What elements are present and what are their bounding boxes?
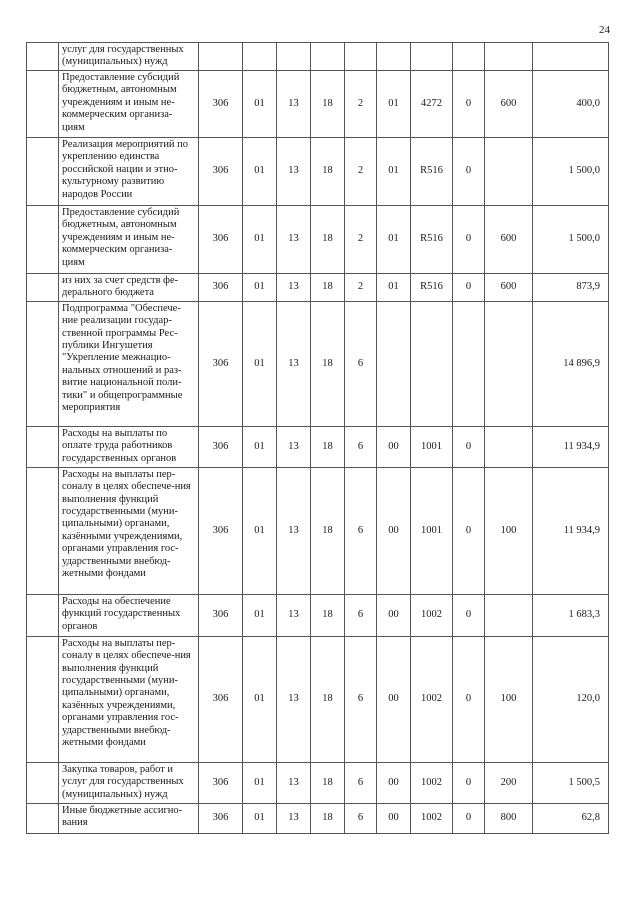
row-name-cell: из них за счет средств фе-дерального бюджета (59, 274, 199, 302)
sub-direction-code-cell (453, 43, 485, 71)
direction-code-cell: R516 (411, 138, 453, 206)
row-number-cell (27, 206, 59, 274)
subsection-code-cell: 13 (277, 803, 311, 833)
expense-type-code-cell (485, 594, 533, 636)
row-number-cell (27, 43, 59, 71)
amount-cell: 14 896,9 (533, 301, 609, 426)
row-name-cell: Предоставление субсидий бюджетным, автономным учреждениям и иным не-коммерческим организа-циям (59, 206, 199, 274)
section-code-cell (243, 43, 277, 71)
subprogram-code-cell: 6 (345, 426, 377, 467)
subsection-code-cell: 13 (277, 301, 311, 426)
row-name-cell: услуг для государственных (муниципальных) нужд (59, 43, 199, 71)
sub-direction-code-cell (453, 301, 485, 426)
event-code-cell: 00 (377, 762, 411, 803)
row-number-cell (27, 301, 59, 426)
subprogram-code-cell: 6 (345, 762, 377, 803)
event-code-cell: 01 (377, 206, 411, 274)
sub-direction-code-cell: 0 (453, 426, 485, 467)
section-code-cell: 01 (243, 71, 277, 138)
expense-type-code-cell: 800 (485, 803, 533, 833)
amount-cell: 1 500,0 (533, 206, 609, 274)
program-code-cell: 18 (311, 138, 345, 206)
program-code-cell (311, 43, 345, 71)
program-code-cell: 18 (311, 301, 345, 426)
subprogram-code-cell: 6 (345, 467, 377, 594)
expense-type-code-cell: 200 (485, 762, 533, 803)
subsection-code-cell: 13 (277, 71, 311, 138)
expense-type-code-cell (485, 138, 533, 206)
program-code-cell: 18 (311, 71, 345, 138)
subsection-code-cell: 13 (277, 206, 311, 274)
row-name-cell: Подпрограмма "Обеспече-ние реализации государ-ственной программы Рес-публики Ингушетия "Укрепление межнацио-нальных отношений и раз-витие национальной поли-тики" и общепрограммные мероприятия (59, 301, 199, 426)
table-row (27, 426, 609, 467)
subprogram-code-cell (345, 43, 377, 71)
ministry-code-cell: 306 (199, 594, 243, 636)
row-name-cell: Предоставление субсидий бюджетным, автономным учреждениям и иным не-коммерческим организа-циям (59, 71, 199, 138)
table-row (27, 274, 609, 302)
sub-direction-code-cell: 0 (453, 138, 485, 206)
program-code-cell: 18 (311, 636, 345, 762)
program-code-cell: 18 (311, 274, 345, 302)
expense-type-code-cell (485, 43, 533, 71)
section-code-cell: 01 (243, 426, 277, 467)
amount-cell: 11 934,9 (533, 426, 609, 467)
event-code-cell: 00 (377, 636, 411, 762)
row-number-cell (27, 467, 59, 594)
expense-type-code-cell: 600 (485, 206, 533, 274)
program-code-cell: 18 (311, 206, 345, 274)
row-name-cell: Реализация мероприятий по укреплению единства российской нации и этно-культурному развитию народов России (59, 138, 199, 206)
table-row (27, 803, 609, 833)
subsection-code-cell: 13 (277, 594, 311, 636)
event-code-cell: 01 (377, 71, 411, 138)
sub-direction-code-cell: 0 (453, 803, 485, 833)
amount-cell: 873,9 (533, 274, 609, 302)
ministry-code-cell: 306 (199, 426, 243, 467)
row-number-cell (27, 803, 59, 833)
table-row (27, 138, 609, 206)
amount-cell: 400,0 (533, 71, 609, 138)
row-name-cell: Расходы на выплаты пер-соналу в целях обеспече-ния выполнения функций государственными (муни-ципальными) органами, казённых учреждениями, органами управления гос-ударственными внебюд-жетными фондами (59, 636, 199, 762)
ministry-code-cell: 306 (199, 467, 243, 594)
table-row (27, 762, 609, 803)
sub-direction-code-cell: 0 (453, 762, 485, 803)
ministry-code-cell: 306 (199, 71, 243, 138)
program-code-cell: 18 (311, 594, 345, 636)
direction-code-cell: R516 (411, 274, 453, 302)
event-code-cell: 01 (377, 138, 411, 206)
sub-direction-code-cell: 0 (453, 71, 485, 138)
event-code-cell: 00 (377, 426, 411, 467)
subprogram-code-cell: 2 (345, 206, 377, 274)
table-row (27, 594, 609, 636)
table-row (27, 206, 609, 274)
subprogram-code-cell: 2 (345, 274, 377, 302)
table-row (27, 71, 609, 138)
section-code-cell: 01 (243, 467, 277, 594)
subsection-code-cell: 13 (277, 274, 311, 302)
ministry-code-cell: 306 (199, 803, 243, 833)
expense-type-code-cell: 600 (485, 274, 533, 302)
event-code-cell (377, 301, 411, 426)
amount-cell (533, 43, 609, 71)
expense-type-code-cell (485, 426, 533, 467)
event-code-cell: 00 (377, 467, 411, 594)
ministry-code-cell: 306 (199, 636, 243, 762)
direction-code-cell: 4272 (411, 71, 453, 138)
expense-type-code-cell (485, 301, 533, 426)
table-row (27, 43, 609, 71)
table-row (27, 467, 609, 594)
direction-code-cell: 1002 (411, 594, 453, 636)
subsection-code-cell: 13 (277, 467, 311, 594)
amount-cell: 120,0 (533, 636, 609, 762)
row-number-cell (27, 138, 59, 206)
section-code-cell: 01 (243, 594, 277, 636)
direction-code-cell: 1002 (411, 803, 453, 833)
direction-code-cell (411, 301, 453, 426)
direction-code-cell: 1002 (411, 636, 453, 762)
sub-direction-code-cell: 0 (453, 636, 485, 762)
amount-cell: 1 683,3 (533, 594, 609, 636)
amount-cell: 1 500,5 (533, 762, 609, 803)
sub-direction-code-cell: 0 (453, 206, 485, 274)
ministry-code-cell: 306 (199, 206, 243, 274)
budget-table (26, 42, 609, 834)
section-code-cell: 01 (243, 636, 277, 762)
section-code-cell: 01 (243, 762, 277, 803)
expense-type-code-cell: 100 (485, 636, 533, 762)
program-code-cell: 18 (311, 803, 345, 833)
direction-code-cell: R516 (411, 206, 453, 274)
subsection-code-cell: 13 (277, 426, 311, 467)
subprogram-code-cell: 6 (345, 803, 377, 833)
table-body (27, 43, 609, 834)
ministry-code-cell: 306 (199, 274, 243, 302)
amount-cell: 62,8 (533, 803, 609, 833)
section-code-cell: 01 (243, 138, 277, 206)
row-name-cell: Расходы на выплаты по оплате труда работников государственных органов (59, 426, 199, 467)
row-number-cell (27, 426, 59, 467)
table-row (27, 636, 609, 762)
program-code-cell: 18 (311, 426, 345, 467)
row-number-cell (27, 274, 59, 302)
amount-cell: 11 934,9 (533, 467, 609, 594)
event-code-cell: 00 (377, 803, 411, 833)
sub-direction-code-cell: 0 (453, 594, 485, 636)
section-code-cell: 01 (243, 206, 277, 274)
row-number-cell (27, 762, 59, 803)
program-code-cell: 18 (311, 467, 345, 594)
row-number-cell (27, 71, 59, 138)
direction-code-cell: 1001 (411, 426, 453, 467)
page-number: 24 (599, 24, 610, 36)
ministry-code-cell (199, 43, 243, 71)
ministry-code-cell: 306 (199, 138, 243, 206)
section-code-cell: 01 (243, 274, 277, 302)
row-name-cell: Иные бюджетные ассигно-вания (59, 803, 199, 833)
subsection-code-cell (277, 43, 311, 71)
row-name-cell: Расходы на выплаты пер-соналу в целях обеспече-ния выполнения функций государственными (муни-ципальными) органами, казёнными учреждениями, органами управления гос-ударственными внебюд-жетными фондами (59, 467, 199, 594)
expense-type-code-cell: 100 (485, 467, 533, 594)
row-name-cell: Закупка товаров, работ и услуг для государственных (муниципальных) нужд (59, 762, 199, 803)
subprogram-code-cell: 6 (345, 636, 377, 762)
table-row (27, 301, 609, 426)
subprogram-code-cell: 6 (345, 301, 377, 426)
event-code-cell: 01 (377, 274, 411, 302)
row-number-cell (27, 594, 59, 636)
direction-code-cell: 1001 (411, 467, 453, 594)
subprogram-code-cell: 2 (345, 138, 377, 206)
program-code-cell: 18 (311, 762, 345, 803)
sub-direction-code-cell: 0 (453, 274, 485, 302)
section-code-cell: 01 (243, 803, 277, 833)
ministry-code-cell: 306 (199, 762, 243, 803)
expense-type-code-cell: 600 (485, 71, 533, 138)
ministry-code-cell: 306 (199, 301, 243, 426)
row-number-cell (27, 636, 59, 762)
sub-direction-code-cell: 0 (453, 467, 485, 594)
event-code-cell (377, 43, 411, 71)
subsection-code-cell: 13 (277, 762, 311, 803)
subprogram-code-cell: 2 (345, 71, 377, 138)
direction-code-cell: 1002 (411, 762, 453, 803)
direction-code-cell (411, 43, 453, 71)
amount-cell: 1 500,0 (533, 138, 609, 206)
subsection-code-cell: 13 (277, 138, 311, 206)
subprogram-code-cell: 6 (345, 594, 377, 636)
event-code-cell: 00 (377, 594, 411, 636)
section-code-cell: 01 (243, 301, 277, 426)
subsection-code-cell: 13 (277, 636, 311, 762)
row-name-cell: Расходы на обеспечение функций государственных органов (59, 594, 199, 636)
